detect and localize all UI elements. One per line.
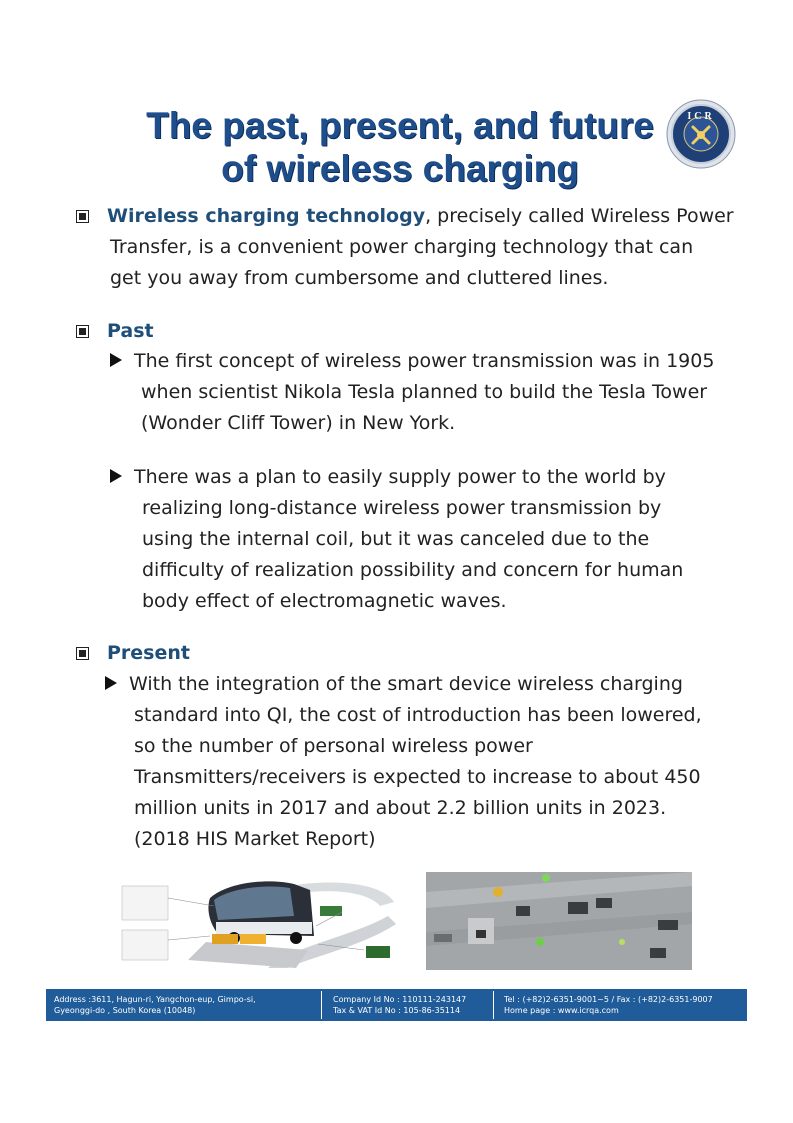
past-item-2-line-4: difficulty of realization possibility and concern for human: [142, 559, 684, 581]
present-item-1-line-4: Transmitters/receivers is expected to increase to about 450: [134, 766, 701, 788]
intro-section: [76, 201, 734, 232]
past-item-2-line-1: There was a plan to easily supply power to the world by: [134, 466, 666, 488]
present-item-1-line-3: so the number of personal wireless power: [134, 735, 533, 757]
square-bullet-icon: [76, 325, 89, 338]
intro-line-1: , precisely called Wireless Power: [425, 205, 734, 227]
footer-tel: Tel : (+82)2-6351-9001~5 / Fax : (+82)2-6351-9007: [504, 995, 713, 1004]
triangle-bullet-icon: [110, 353, 122, 367]
square-bullet-icon: [76, 647, 89, 660]
present-item-1-line-6: (2018 HIS Market Report): [134, 828, 376, 850]
intro-line-2: Transfer, is a convenient power charging technology that can: [110, 236, 694, 258]
past-item-2-line-2: realizing long-distance wireless power transmission by: [142, 497, 662, 519]
footer-homepage-link[interactable]: Home page : www.icrqa.com: [504, 1006, 619, 1015]
past-item-1-line-1: The first concept of wireless power transmission was in 1905: [134, 350, 715, 372]
logo-text: ICR: [687, 111, 715, 122]
title-line-2: of wireless charging: [221, 148, 579, 189]
footer-contact: [504, 994, 713, 1016]
title-line-1: The past, present, and future: [146, 105, 654, 146]
present-item-1-line-1: With the integration of the smart device wireless charging: [129, 673, 683, 695]
intro-highlight: Wireless charging technology: [107, 205, 426, 227]
past-item-1-line-2: when scientist Nikola Tesla planned to build the Tesla Tower: [141, 381, 708, 403]
past-item-1-line-3: (Wonder Cliff Tower) in New York.: [141, 412, 456, 434]
past-item-1: [110, 346, 714, 439]
intro-paragraph: [110, 232, 693, 294]
triangle-bullet-icon: [110, 469, 122, 483]
square-bullet-icon: [76, 210, 89, 223]
footer-separator: [493, 991, 494, 1019]
past-heading: Past: [76, 316, 154, 347]
present-item-1-line-5: million units in 2017 and about 2.2 billion units in 2023.: [134, 797, 667, 819]
past-item-2-line-3: using the internal coil, but it was canceled due to the: [142, 528, 650, 550]
footer-bar: [46, 989, 747, 1021]
footer-company-ids: Company Id No : 110111-243147 Tax & VAT Id No : 105-86-35114: [333, 995, 467, 1015]
intro-line-3: get you away from cumbersome and cluttered lines.: [110, 267, 609, 289]
present-item-1-line-2: standard into QI, the cost of introduction has been lowered,: [134, 704, 702, 726]
parking-lot-charging-image: [426, 872, 692, 970]
present-heading: Present: [76, 638, 190, 669]
icr-logo: [666, 99, 736, 169]
footer-separator: [321, 991, 322, 1019]
footer-address: Address :3611, Hagun-ri, Yangchon-eup, Gimpo-si, Gyeonggi-do , South Korea (10048): [54, 995, 256, 1015]
triangle-bullet-icon: [105, 676, 117, 690]
past-item-2: [110, 462, 683, 617]
bus-charging-diagram-image: [118, 876, 396, 968]
past-item-2-line-5: body effect of electromagnetic waves.: [142, 590, 507, 612]
present-item-1: [105, 669, 702, 855]
page-title: [100, 104, 700, 190]
